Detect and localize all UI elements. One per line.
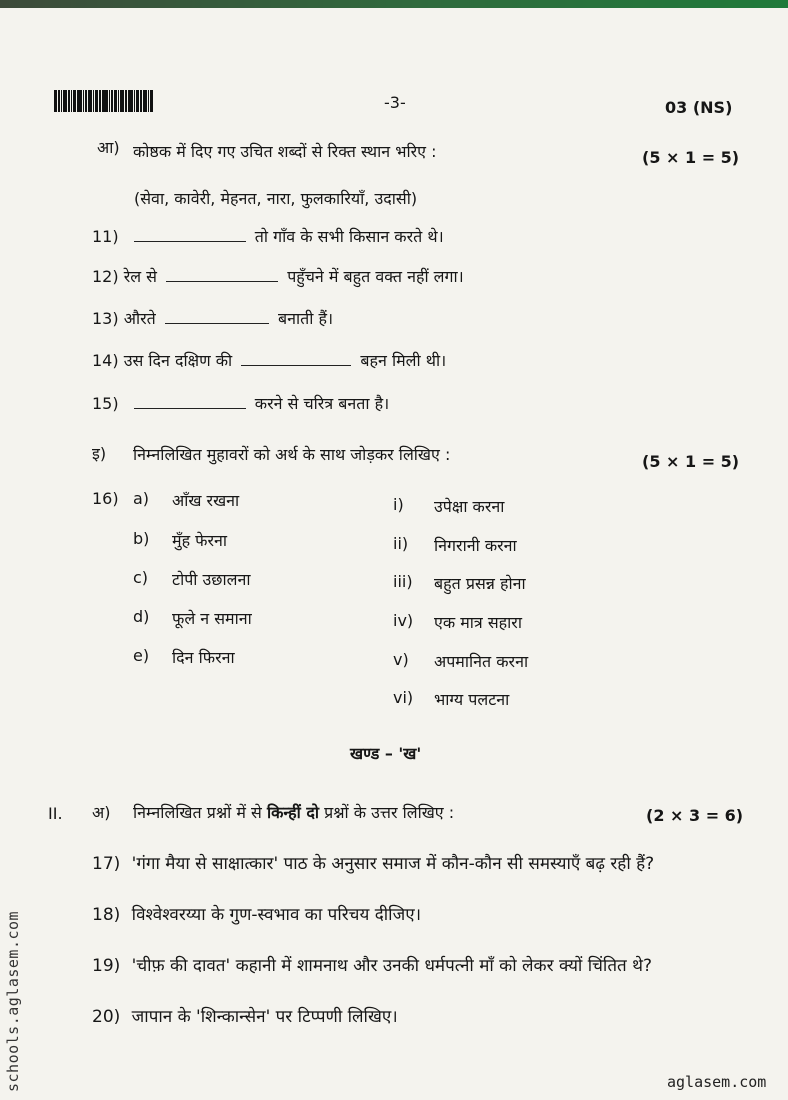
- question-number: 17): [92, 854, 121, 874]
- meaning-key: vi): [393, 688, 414, 707]
- paper-code: 03 (NS): [665, 98, 733, 117]
- meaning-text: अपमानित करना: [434, 652, 529, 671]
- question-number: 14): [92, 351, 119, 370]
- section-aa-marks: (5 × 1 = 5): [642, 148, 740, 167]
- question-text-pre: औरते: [123, 309, 156, 328]
- question-number: 11): [92, 227, 119, 246]
- question-12: [92, 265, 464, 287]
- section-kha-instruction: [133, 801, 454, 823]
- meaning-key: ii): [393, 534, 409, 553]
- instruction-emphasis: किन्हीं दो: [266, 803, 320, 822]
- idiom-text: टोपी उछालना: [172, 570, 251, 589]
- section-heading: खण्ड – 'ख': [350, 744, 422, 763]
- top-scan-border: [0, 0, 788, 8]
- question-text: विश्वेश्वरय्या के गुण-स्वभाव का परिचय दीजिए।: [131, 905, 422, 925]
- page-number: -3-: [384, 93, 406, 112]
- question-14: [92, 349, 446, 371]
- idiom-key: e): [133, 646, 150, 665]
- question-text: पहुँचने में बहुत वक्त नहीं लगा।: [287, 267, 464, 286]
- idiom-text: दिन फिरना: [172, 648, 235, 667]
- fill-blank: [134, 241, 246, 242]
- section-i-marks: (5 × 1 = 5): [642, 452, 740, 471]
- question-11: [92, 225, 444, 247]
- idiom-text: मुँह फेरना: [172, 531, 228, 550]
- idiom-key: b): [133, 529, 150, 548]
- meaning-key: v): [393, 650, 409, 669]
- fill-blank: [165, 323, 269, 324]
- question-number: 18): [92, 905, 121, 925]
- question-18: [92, 902, 421, 925]
- meaning-text: निगरानी करना: [434, 536, 517, 555]
- meaning-text: भाग्य पलटना: [434, 690, 510, 709]
- meaning-key: iii): [393, 572, 413, 591]
- section-i-label: इ): [92, 444, 107, 463]
- question-19: [92, 953, 652, 976]
- fill-blank: [241, 365, 351, 366]
- question-text: बहन मिली थी।: [360, 351, 447, 370]
- question-15: [92, 392, 389, 414]
- fill-blank: [166, 281, 278, 282]
- question-text-pre: उस दिन दक्षिण की: [123, 351, 233, 370]
- instruction-text-post: प्रश्नों के उत्तर लिखिए :: [319, 803, 455, 822]
- instruction-text-pre: निम्नलिखित प्रश्नों में से: [133, 803, 267, 822]
- question-text: 'चीफ़ की दावत' कहानी में शामनाथ और उनकी धर्मपत्नी माँ को लेकर क्यों चिंतित थे?: [131, 956, 653, 976]
- word-bank: (सेवा, कावेरी, मेहनत, नारा, फुलकारियाँ, उदासी): [134, 189, 418, 208]
- question-number: 13): [92, 309, 119, 328]
- question-number: 20): [92, 1007, 121, 1027]
- meaning-key: i): [393, 495, 404, 514]
- idiom-text: फूले न समाना: [172, 609, 252, 628]
- section-aa-label: आ): [97, 138, 120, 157]
- question-text: जापान के 'शिन्कान्सेन' पर टिप्पणी लिखिए।: [131, 1007, 398, 1027]
- idiom-key: a): [133, 489, 150, 508]
- meaning-text: एक मात्र सहारा: [434, 613, 522, 632]
- question-text: तो गाँव के सभी किसान करते थे।: [254, 227, 444, 246]
- question-number: 19): [92, 956, 121, 976]
- question-13: [92, 307, 333, 329]
- meaning-text: बहुत प्रसन्न होना: [434, 574, 526, 593]
- barcode-image: [54, 90, 168, 112]
- section-kha-label: अ): [92, 803, 111, 822]
- idiom-text: आँख रखना: [172, 491, 240, 510]
- watermark-left: schools.aglasem.com: [4, 910, 22, 1092]
- section-aa-instruction: कोष्ठक में दिए गए उचित शब्दों से रिक्त स्थान भरिए :: [133, 142, 437, 161]
- question-text: बनाती हैं।: [277, 309, 334, 328]
- question-16-number: 16): [92, 489, 119, 508]
- section-kha-marks: (2 × 3 = 6): [646, 806, 744, 825]
- question-number: 15): [92, 394, 119, 413]
- question-number: 12): [92, 267, 119, 286]
- question-text: 'गंगा मैया से साक्षात्कार' पाठ के अनुसार समाज में कौन-कौन सी समस्याएँ बढ़ रही हैं?: [131, 854, 655, 874]
- idiom-key: d): [133, 607, 150, 626]
- question-text-pre: रेल से: [123, 267, 157, 286]
- section-i-instruction: निम्नलिखित मुहावरों को अर्थ के साथ जोड़कर लिखिए :: [133, 445, 451, 464]
- idiom-key: c): [133, 568, 149, 587]
- section-roman-numeral: II.: [48, 804, 63, 823]
- question-17: [92, 851, 654, 874]
- meaning-text: उपेक्षा करना: [434, 497, 505, 516]
- fill-blank: [134, 408, 246, 409]
- question-text: करने से चरित्र बनता है।: [254, 394, 390, 413]
- watermark-right: aglasem.com: [667, 1073, 767, 1091]
- meaning-key: iv): [393, 611, 414, 630]
- question-20: [92, 1004, 398, 1027]
